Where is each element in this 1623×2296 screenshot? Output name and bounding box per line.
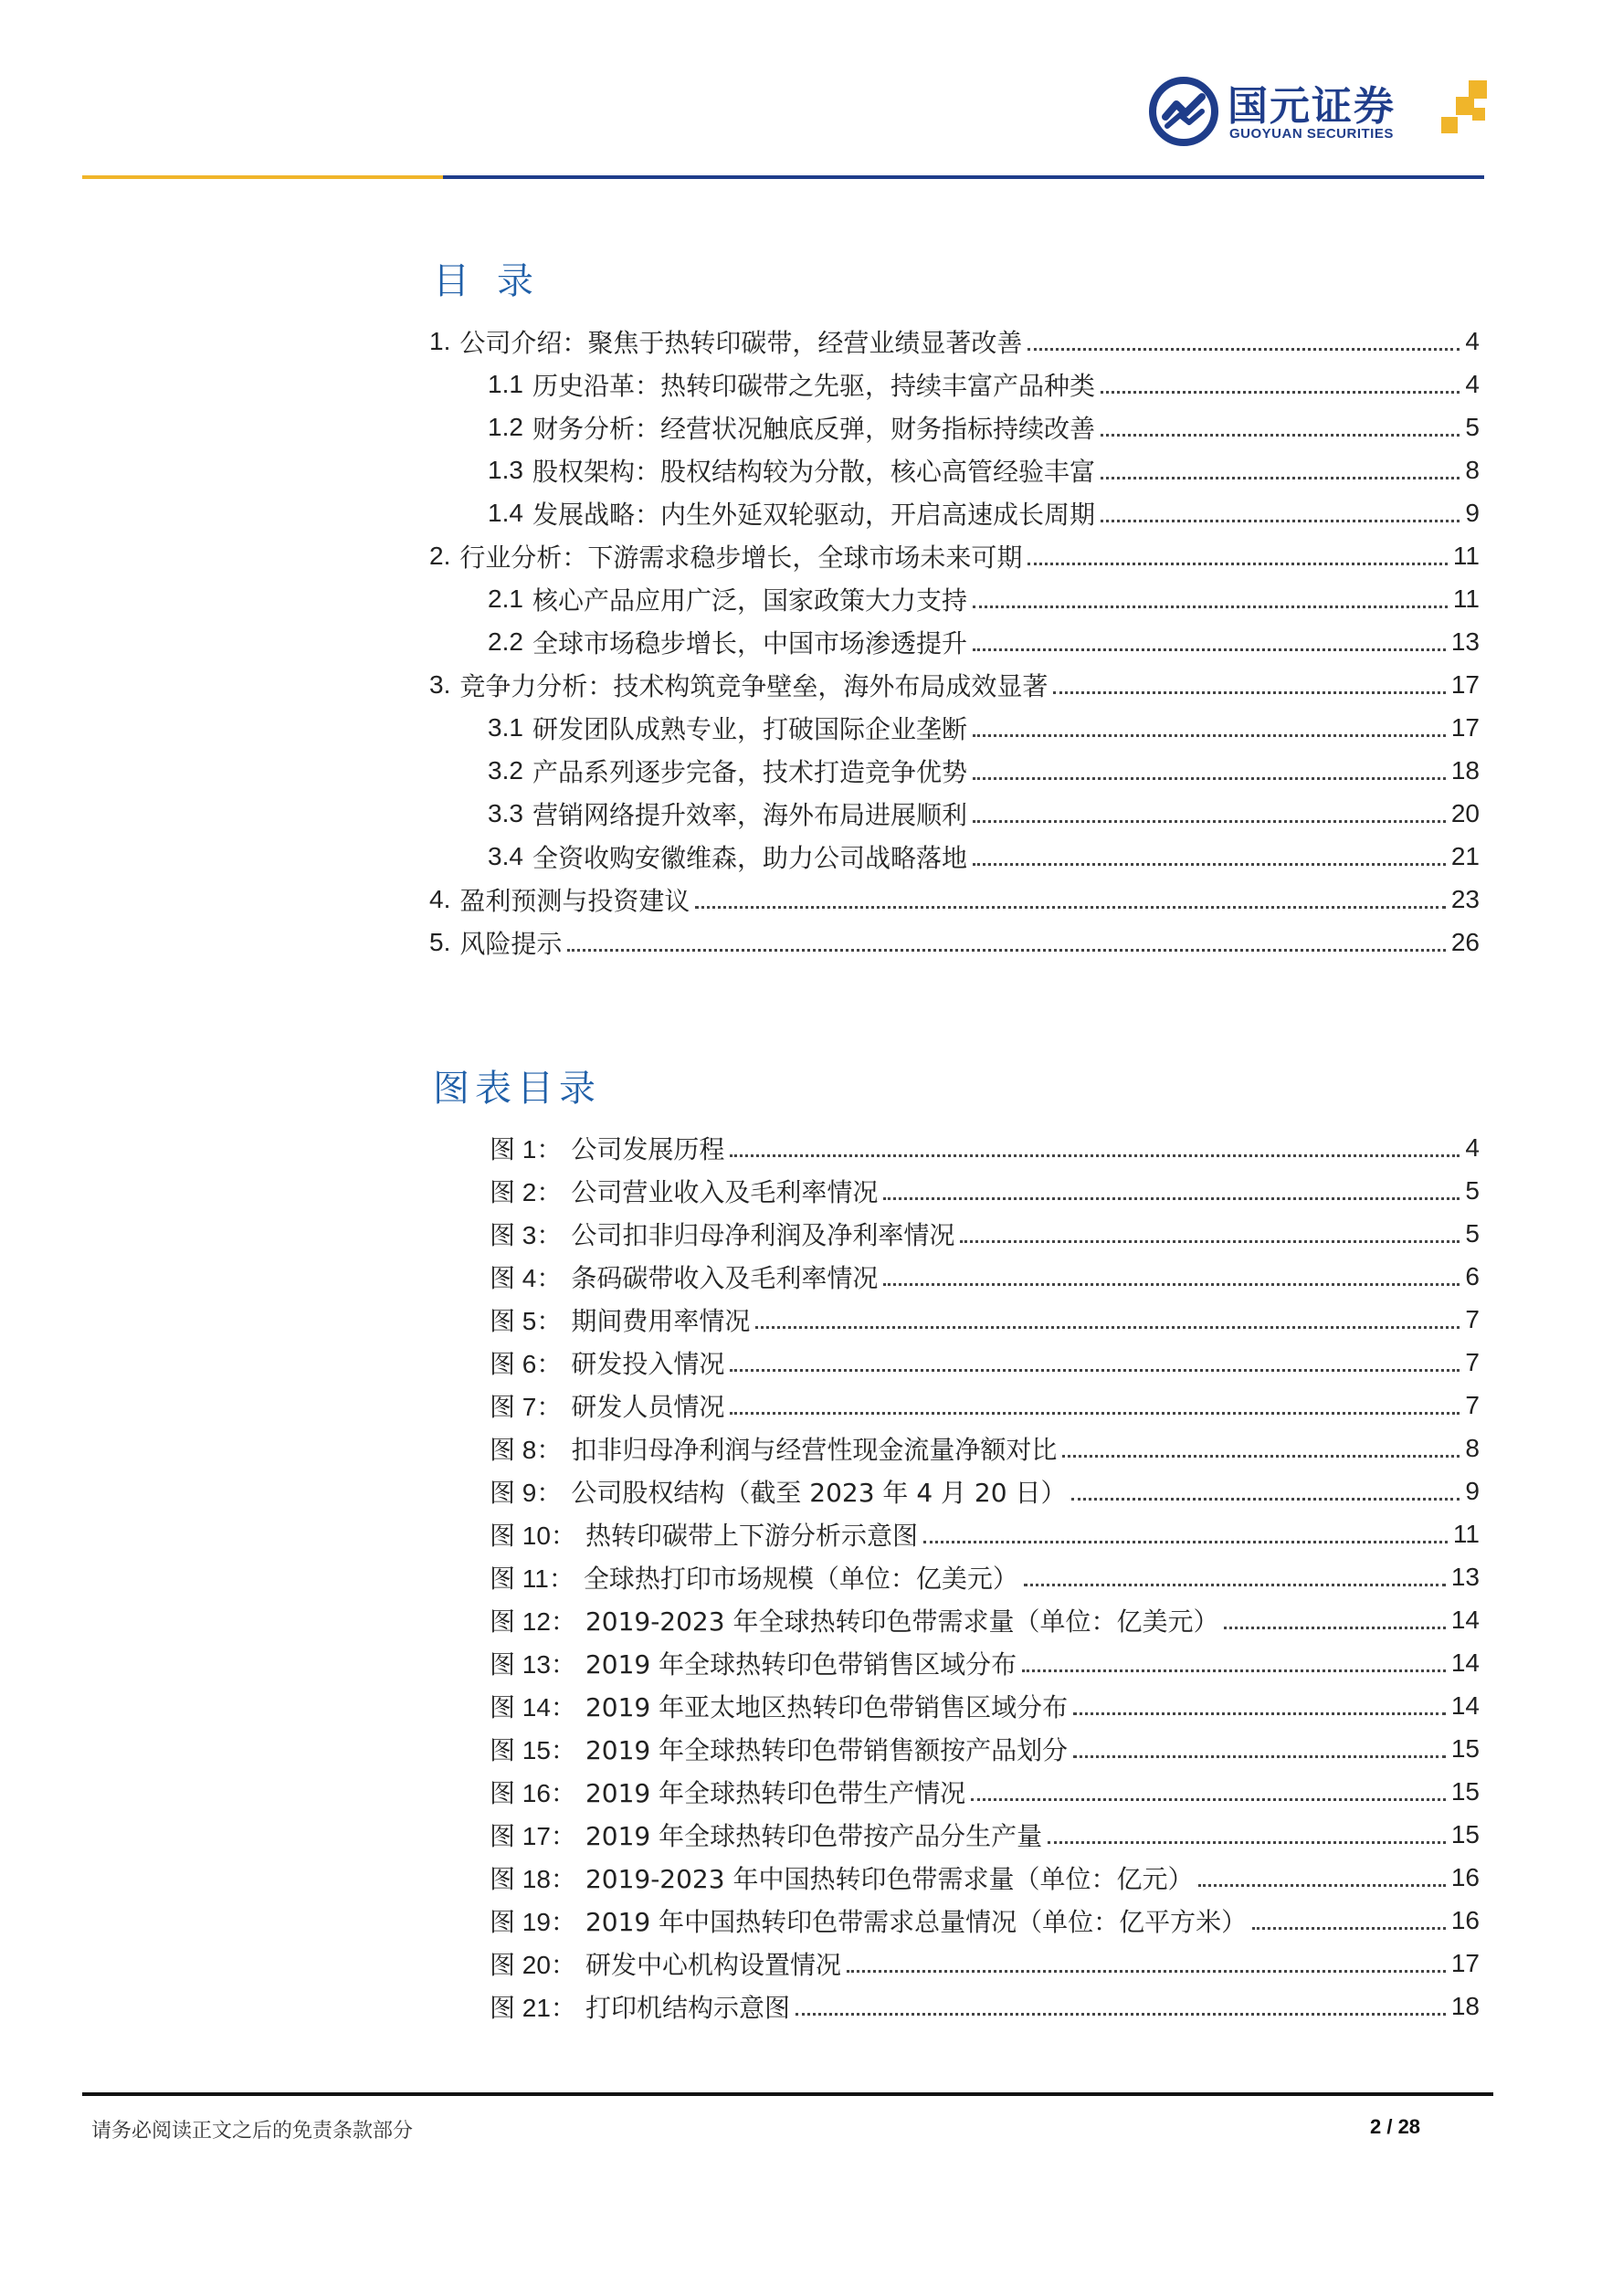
toc-title: 目录 — [433, 260, 561, 302]
toc-entry-text: 公司介绍：聚焦于热转印碳带，经营业绩显著改善 — [459, 327, 1023, 358]
toc-entry-text: 股权架构：股权结构较为分散，核心高管经验丰富 — [532, 456, 1095, 487]
toc-entry-page: 9 — [1465, 498, 1480, 527]
toc-entry-text: 发展战略：内生外延双轮驱动，开启高速成长周期 — [532, 499, 1095, 530]
dot-leader — [755, 1326, 1460, 1329]
dot-leader — [695, 906, 1445, 909]
dot-leader — [1101, 434, 1460, 437]
figure-entry[interactable] — [490, 1856, 1480, 1899]
toc-entry-number: 3.3 — [488, 798, 523, 827]
figure-entry-page: 15 — [1450, 1733, 1480, 1763]
figure-entry[interactable] — [490, 1985, 1480, 2027]
figure-entry-text: 公司股权结构（截至 2023 年 4 月 20 日） — [571, 1477, 1067, 1508]
figure-entry-text: 期间费用率情况 — [571, 1305, 751, 1336]
toc-entry-text: 风险提示 — [459, 928, 563, 959]
dot-leader — [1101, 520, 1460, 522]
figure-entry-page: 4 — [1465, 1132, 1480, 1162]
toc-entry[interactable] — [429, 878, 1480, 921]
dot-leader — [730, 1412, 1460, 1415]
toc-entry-page: 23 — [1450, 884, 1480, 913]
dot-leader — [973, 777, 1446, 780]
figure-entry-page: 15 — [1450, 1819, 1480, 1848]
toc-entry-text: 历史沿革：热转印碳带之先驱，持续丰富产品种类 — [532, 370, 1095, 401]
figure-entry-number: 图 2： — [490, 1177, 563, 1206]
dot-leader — [923, 1541, 1448, 1543]
dot-leader — [1053, 691, 1445, 694]
disclaimer-text: 请务必阅读正文之后的免责条款部分 — [91, 2120, 414, 2143]
toc-list — [429, 320, 1480, 964]
dot-leader — [1048, 1841, 1446, 1844]
figure-entry-text: 研发中心机构设置情况 — [585, 1949, 841, 1980]
figure-entry-number: 图 4： — [490, 1263, 563, 1292]
figure-entry[interactable] — [490, 1126, 1480, 1169]
toc-entry[interactable] — [429, 706, 1480, 749]
toc-entry-page: 4 — [1465, 326, 1480, 355]
figure-entry[interactable] — [490, 1212, 1480, 1255]
toc-entry-page: 11 — [1452, 584, 1480, 613]
figure-entry-text: 2019-2023 年全球热转印色带需求量（单位：亿美元） — [585, 1606, 1219, 1637]
figure-entry-text: 2019-2023 年中国热转印色带需求量（单位：亿元） — [585, 1863, 1194, 1894]
figure-entry[interactable] — [490, 1727, 1480, 1770]
figure-entry-text: 全球热打印市场规模（单位：亿美元） — [583, 1563, 1018, 1594]
dot-leader — [730, 1369, 1460, 1372]
figure-entry-text: 研发投入情况 — [571, 1348, 725, 1379]
toc-entry-number: 2.1 — [488, 584, 523, 613]
toc-entry-page: 20 — [1450, 798, 1480, 827]
figure-entry-page: 18 — [1450, 1991, 1480, 2020]
toc-entry-page: 17 — [1450, 712, 1480, 742]
header-rule-gold — [82, 175, 443, 179]
dot-leader — [971, 1798, 1446, 1801]
dot-leader — [1022, 1669, 1446, 1672]
toc-entry-number: 2.2 — [488, 627, 523, 656]
toc-entry-text: 竞争力分析：技术构筑竞争壁垒，海外布局成效显著 — [459, 670, 1049, 701]
figure-entry-page: 15 — [1450, 1776, 1480, 1806]
figure-entry-number: 图 5： — [490, 1306, 563, 1335]
toc-entry-number: 3.4 — [488, 841, 523, 870]
guoyuan-logo-icon — [1149, 77, 1218, 146]
figure-entry-text: 公司扣非归母净利润及净利率情况 — [571, 1219, 955, 1250]
figure-entry-number: 图 11： — [490, 1564, 574, 1593]
dot-leader — [1073, 1712, 1446, 1715]
figure-entry-number: 图 9： — [490, 1478, 563, 1507]
figure-entry-number: 图 3： — [490, 1220, 563, 1249]
toc-entry-number: 5. — [429, 927, 451, 956]
page-indicator: 2 / 28 — [1370, 2115, 1421, 2138]
figure-entry-number: 图 20： — [490, 1950, 576, 1979]
toc-entry-text: 财务分析：经营状况触底反弹，财务指标持续改善 — [532, 413, 1095, 444]
toc-entry-text: 全球市场稳步增长，中国市场渗透提升 — [532, 627, 967, 658]
figure-entry[interactable] — [490, 1555, 1480, 1598]
figure-entry[interactable] — [490, 1942, 1480, 1985]
dot-leader — [960, 1240, 1460, 1243]
toc-entry[interactable] — [429, 448, 1480, 491]
figure-entry-number: 图 19： — [490, 1907, 576, 1936]
figure-entry-page: 17 — [1450, 1948, 1480, 1977]
dot-leader — [973, 734, 1446, 737]
figure-entry-page: 16 — [1450, 1905, 1480, 1934]
figure-entry-page: 14 — [1450, 1605, 1480, 1634]
figures-title: 图表目录 — [433, 1068, 601, 1110]
dot-leader — [1198, 1884, 1445, 1887]
toc-entry-page: 5 — [1465, 412, 1480, 441]
figure-entry-text: 公司发展历程 — [571, 1133, 725, 1164]
dot-leader — [1073, 1755, 1446, 1758]
figure-entry[interactable] — [490, 1427, 1480, 1469]
figure-entry-page: 5 — [1465, 1175, 1480, 1205]
toc-entry-number: 1. — [429, 326, 451, 355]
toc-entry-number: 4. — [429, 884, 451, 913]
figure-entry-page: 6 — [1465, 1261, 1480, 1290]
toc-entry-number: 1.2 — [488, 412, 523, 441]
toc-entry-number: 3.1 — [488, 712, 523, 742]
figure-entry-page: 13 — [1450, 1562, 1480, 1591]
figure-entry-text: 扣非归母净利润与经营性现金流量净额对比 — [571, 1434, 1058, 1465]
figure-entry[interactable] — [490, 1813, 1480, 1856]
figure-entry-page: 7 — [1465, 1347, 1480, 1376]
toc-entry[interactable] — [429, 749, 1480, 792]
figure-entry-number: 图 21： — [490, 1993, 576, 2022]
toc-entry-page: 26 — [1450, 927, 1480, 956]
toc-entry-text: 产品系列逐步完备，技术打造竞争优势 — [532, 756, 967, 787]
figure-entry[interactable] — [490, 1169, 1480, 1212]
figure-entry-text: 2019 年全球热转印色带销售额按产品划分 — [585, 1734, 1069, 1765]
toc-entry-page: 4 — [1465, 369, 1480, 398]
dot-leader — [973, 648, 1446, 651]
dot-leader — [1028, 348, 1460, 351]
figure-entry-number: 图 10： — [490, 1521, 576, 1550]
dot-leader — [847, 1970, 1446, 1973]
figure-entry-number: 图 1： — [490, 1134, 563, 1164]
figure-entry-page: 14 — [1450, 1690, 1480, 1720]
figure-entry-page: 8 — [1465, 1433, 1480, 1462]
figure-entry-text: 打印机结构示意图 — [585, 1992, 790, 2023]
toc-entry-text: 盈利预测与投资建议 — [459, 885, 690, 916]
toc-entry[interactable] — [429, 663, 1480, 706]
toc-entry-number: 3. — [429, 669, 451, 699]
dot-leader — [1024, 1584, 1446, 1586]
figure-entry[interactable] — [490, 1512, 1480, 1555]
footer-rule — [82, 2092, 1493, 2096]
figure-entry[interactable] — [490, 1384, 1480, 1427]
toc-entry[interactable] — [429, 620, 1480, 663]
figure-entry-number: 图 12： — [490, 1606, 576, 1636]
dot-leader — [1101, 391, 1460, 394]
figure-entry-text: 2019 年中国热转印色带需求总量情况（单位：亿平方米） — [585, 1906, 1248, 1937]
figure-entry-page: 9 — [1465, 1476, 1480, 1505]
toc-entry[interactable] — [429, 792, 1480, 835]
dot-leader — [1252, 1927, 1446, 1930]
figure-entry-number: 图 15： — [490, 1735, 576, 1764]
dot-leader — [1101, 477, 1460, 479]
figure-entry-number: 图 17： — [490, 1821, 576, 1850]
figure-entry-text: 2019 年亚太地区热转印色带销售区域分布 — [585, 1691, 1069, 1722]
toc-entry-page: 8 — [1465, 455, 1480, 484]
toc-entry-text: 营销网络提升效率，海外布局进展顺利 — [532, 799, 967, 830]
figure-entry-text: 研发人员情况 — [571, 1391, 725, 1422]
figure-entry-number: 图 18： — [490, 1864, 576, 1893]
toc-entry-page: 21 — [1450, 841, 1480, 870]
toc-entry-page: 17 — [1450, 669, 1480, 699]
figure-entry-page: 7 — [1465, 1304, 1480, 1333]
figure-entry-text: 2019 年全球热转印色带生产情况 — [585, 1777, 966, 1808]
figure-entry[interactable] — [490, 1770, 1480, 1813]
figure-entry[interactable] — [490, 1899, 1480, 1942]
dot-leader — [883, 1283, 1460, 1286]
figure-entry-text: 2019 年全球热转印色带按产品分生产量 — [585, 1820, 1043, 1851]
dot-leader — [796, 2013, 1446, 2016]
figure-entry-number: 图 8： — [490, 1435, 563, 1464]
toc-entry-page: 13 — [1450, 627, 1480, 656]
figure-entry-number: 图 13： — [490, 1649, 576, 1679]
header-rule-blue — [443, 175, 1484, 179]
toc-entry[interactable] — [429, 577, 1480, 620]
dot-leader — [1224, 1627, 1445, 1629]
toc-entry[interactable] — [429, 363, 1480, 405]
toc-entry-number: 1.1 — [488, 369, 523, 398]
dot-leader — [1062, 1455, 1460, 1458]
figure-entry-number: 图 6： — [490, 1349, 563, 1378]
figure-entry-page: 14 — [1450, 1648, 1480, 1677]
figure-entry[interactable] — [490, 1598, 1480, 1641]
dot-leader — [973, 820, 1446, 823]
figure-entry-number: 图 16： — [490, 1778, 576, 1807]
toc-entry[interactable] — [429, 491, 1480, 534]
figure-entry[interactable] — [490, 1469, 1480, 1512]
toc-entry[interactable] — [429, 835, 1480, 878]
dot-leader — [973, 606, 1448, 608]
figure-entry-text: 公司营业收入及毛利率情况 — [571, 1176, 879, 1207]
dot-leader — [1028, 563, 1448, 565]
figure-entry[interactable] — [490, 1298, 1480, 1341]
figure-entry-text: 2019 年全球热转印色带销售区域分布 — [585, 1648, 1017, 1680]
figure-entry-number: 图 14： — [490, 1692, 576, 1722]
toc-entry-text: 研发团队成熟专业，打破国际企业垄断 — [532, 713, 967, 744]
toc-entry-number: 2. — [429, 541, 451, 570]
toc-entry-text: 全资收购安徽维森，助力公司战略落地 — [532, 842, 967, 873]
dot-leader — [973, 863, 1446, 866]
figure-entry-text: 条码碳带收入及毛利率情况 — [571, 1262, 879, 1293]
toc-entry[interactable] — [429, 405, 1480, 448]
toc-entry-number: 1.4 — [488, 498, 523, 527]
toc-entry-number: 3.2 — [488, 755, 523, 785]
toc-entry-page: 18 — [1450, 755, 1480, 785]
figure-entry-number: 图 7： — [490, 1392, 563, 1421]
toc-entry-page: 11 — [1452, 541, 1480, 570]
company-logo — [1149, 73, 1487, 155]
figure-entry[interactable] — [490, 1255, 1480, 1298]
figure-entry-page: 7 — [1465, 1390, 1480, 1419]
logo-text-en: GUOYUAN SECURITIES — [1229, 126, 1394, 142]
toc-entry-text: 核心产品应用广泛，国家政策大力支持 — [532, 585, 967, 616]
figure-entry[interactable] — [490, 1684, 1480, 1727]
toc-entry[interactable] — [429, 320, 1480, 363]
figure-entry[interactable] — [490, 1641, 1480, 1684]
figure-entry-page: 5 — [1465, 1218, 1480, 1248]
dot-leader — [567, 949, 1445, 952]
logo-text-cn: 国元证券 — [1228, 83, 1396, 130]
figures-list — [490, 1126, 1480, 2027]
toc-entry[interactable] — [429, 921, 1480, 964]
figure-entry[interactable] — [490, 1341, 1480, 1384]
gold-squares-icon — [1441, 80, 1491, 141]
figure-entry-page: 16 — [1450, 1862, 1480, 1891]
figure-entry-page: 11 — [1452, 1519, 1480, 1548]
toc-entry-text: 行业分析：下游需求稳步增长，全球市场未来可期 — [459, 542, 1023, 573]
figure-entry-text: 热转印碳带上下游分析示意图 — [585, 1520, 918, 1551]
toc-entry[interactable] — [429, 534, 1480, 577]
dot-leader — [1071, 1498, 1460, 1501]
toc-entry-number: 1.3 — [488, 455, 523, 484]
dot-leader — [730, 1154, 1460, 1157]
dot-leader — [883, 1197, 1460, 1200]
